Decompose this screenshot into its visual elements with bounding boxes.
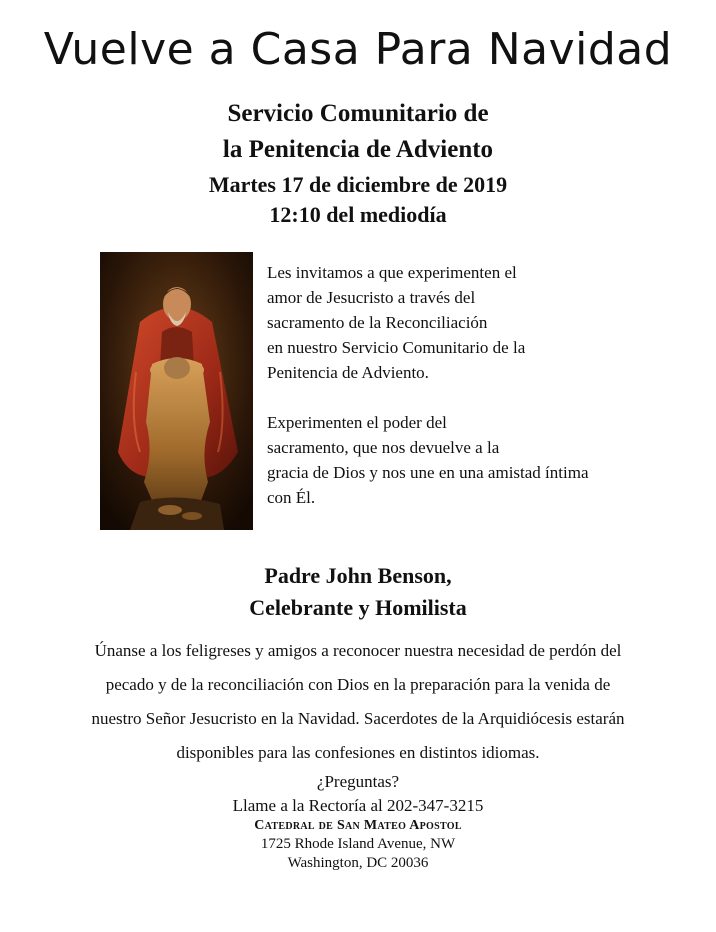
invitation-line: sacramento de la Reconciliación — [267, 313, 488, 332]
phone-line: Llame a la Rectoría al 202-347-3215 — [232, 796, 484, 815]
invitation-line: gracia de Dios y nos une en una amistad íntima — [267, 463, 589, 482]
invitation-line: Experimenten el poder del — [267, 413, 447, 432]
page-title: Vuelve a Casa Para Navidad — [43, 24, 673, 75]
contact-block — [0, 770, 716, 818]
celebrant-block — [0, 560, 716, 624]
service-title-line-1: Servicio Comunitario de — [227, 100, 489, 127]
service-title — [0, 96, 716, 168]
invitation-line: amor de Jesucristo a través del — [267, 288, 476, 307]
address-line-2: Washington, DC 20036 — [287, 855, 429, 871]
questions-heading: ¿Preguntas? — [316, 772, 400, 791]
paragraph-spacer — [267, 385, 667, 410]
invitation-text — [267, 260, 667, 510]
celebrant-role: Celebrante y Homilista — [249, 595, 467, 620]
church-name: Catedral de San Mateo Apostol — [254, 818, 462, 833]
prodigal-son-painting — [100, 252, 253, 530]
event-date: Martes 17 de diciembre de 2019 — [208, 172, 508, 197]
invitation-line: Penitencia de Adviento. — [267, 363, 429, 382]
invitation-line: sacramento, que nos devuelve a la — [267, 438, 500, 457]
body-line: nuestro Señor Jesucristo en la Navidad. Sacerdotes de la Arquidiócesis estarán — [91, 709, 625, 728]
invitation-line: con Él. — [267, 488, 316, 507]
address-line-1: 1725 Rhode Island Avenue, NW — [260, 836, 456, 852]
event-time: 12:10 del mediodía — [269, 202, 447, 227]
service-title-line-2: la Penitencia de Adviento — [222, 136, 494, 163]
body-line: disponibles para las confesiones en distintos idiomas. — [176, 743, 540, 762]
invitation-line: en nuestro Servicio Comunitario de la — [267, 338, 526, 357]
body-line: Únanse a los feligreses y amigos a reconocer nuestra necesidad de perdón del — [94, 641, 622, 660]
body-line: pecado y de la reconciliación con Dios en la preparación para la venida de — [105, 675, 611, 694]
invitation-line: Les invitamos a que experimenten el — [267, 263, 517, 282]
celebrant-name: Padre John Benson, — [264, 563, 452, 588]
body-paragraph — [40, 634, 676, 770]
